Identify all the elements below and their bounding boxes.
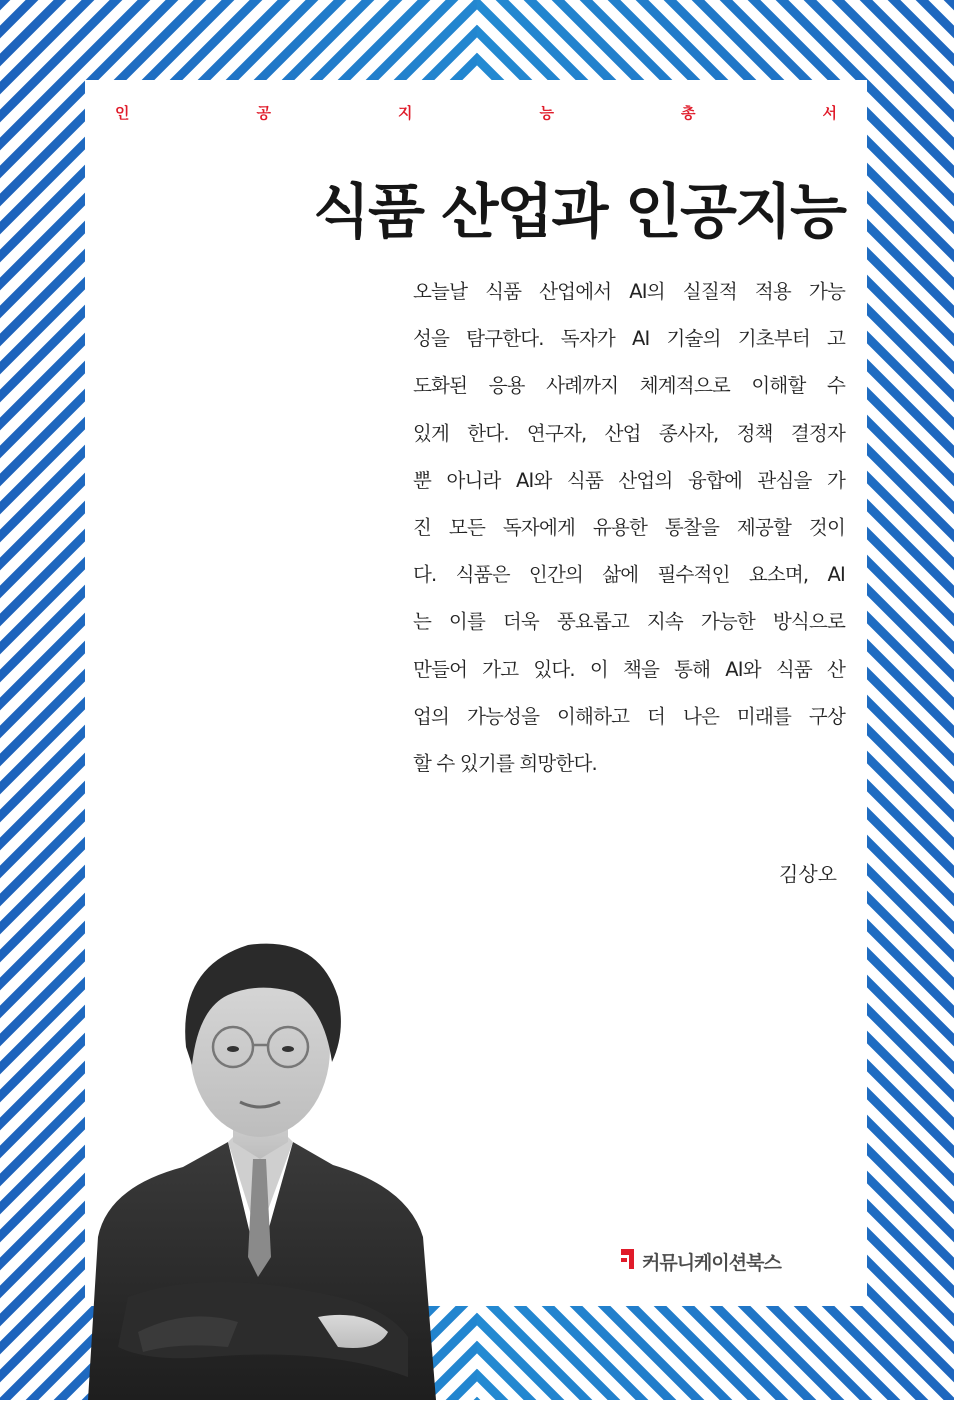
description-line: 는 이를 더욱 풍요롭고 지속 가능한 방식으로 [413, 610, 845, 634]
author-name: 김상오 [779, 862, 837, 886]
description-line: 오늘날 식품 산업에서 AI의 실질적 적용 가능 [413, 280, 845, 303]
description-line: 뿐 아니라 AI와 식품 산업의 융합에 관심을 가 [413, 468, 845, 492]
publisher-name: 커뮤니케이션북스 [642, 1251, 781, 1274]
series-char: 서 [822, 104, 837, 122]
description-line: 도화된 응용 사례까지 체계적으로 이해할 수 [413, 374, 845, 398]
series-label [115, 102, 837, 123]
description-line: 성을 탐구한다. 독자가 AI 기술의 기초부터 고 [413, 327, 845, 351]
description-line: 다. 식품은 인간의 삶에 필수적인 요소며, AI [413, 563, 845, 587]
series-char: 인 [115, 104, 130, 122]
publisher-logo [620, 1247, 781, 1275]
description-line: 있게 한다. 연구자, 산업 종사자, 정책 결정자 [413, 421, 845, 445]
description-line: 할 수 있기를 희망한다. [413, 752, 597, 776]
series-char: 총 [681, 104, 696, 122]
book-title: 식품 산업과 인공지능 [312, 177, 845, 246]
series-char: 공 [256, 104, 271, 122]
author-portrait [88, 937, 436, 1400]
publisher-logo-icon [620, 1247, 636, 1275]
series-char: 지 [398, 104, 413, 122]
description-line: 업의 가능성을 이해하고 더 나은 미래를 구상 [413, 704, 845, 728]
description-line: 만들어 가고 있다. 이 책을 통해 AI와 식품 산 [413, 657, 845, 681]
series-char: 능 [539, 104, 554, 122]
description-line: 진 모든 독자에게 유용한 통찰을 제공할 것이 [413, 516, 845, 540]
book-description [413, 268, 845, 787]
